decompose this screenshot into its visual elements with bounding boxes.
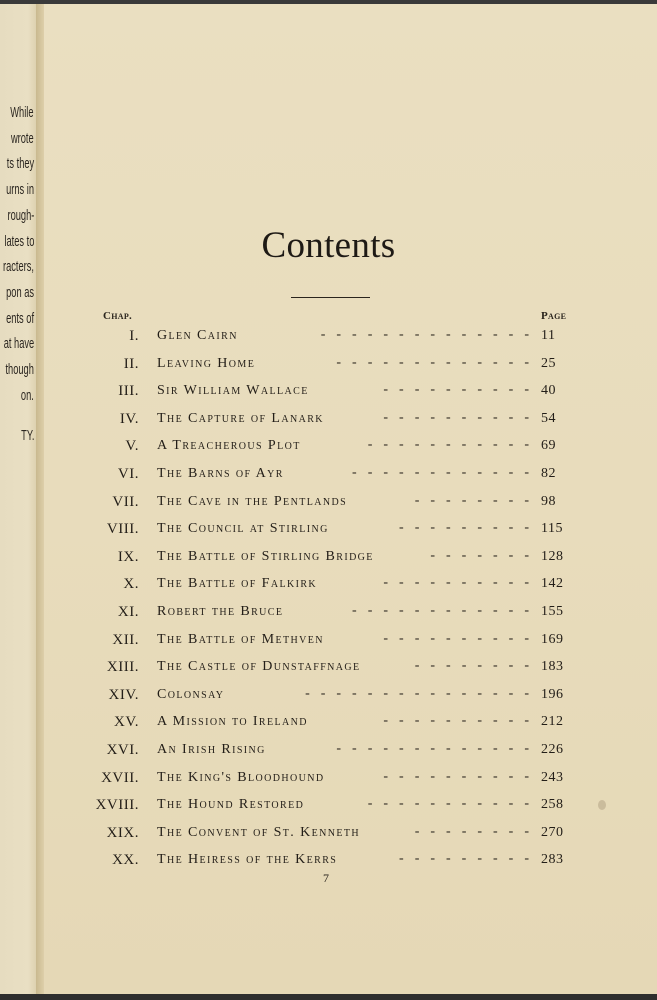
- facing-page-fragment: TY.: [20, 427, 34, 444]
- toc-entry: [0, 710, 657, 738]
- facing-page-fragment: ts they: [6, 155, 34, 172]
- chapter-title: The Battle of Falkirk: [157, 576, 318, 592]
- chapter-number: XVIII.: [95, 797, 139, 814]
- facing-page-fragment: racters,: [2, 258, 34, 275]
- toc-entry: [0, 352, 657, 380]
- chapter-title: The Heiress of the Kerrs: [157, 852, 338, 868]
- chapter-page: 54: [541, 410, 556, 426]
- chapter-title: The Barns of Ayr: [157, 465, 284, 481]
- chapter-title: The Council at Stirling: [157, 521, 329, 537]
- chapter-number: XIV.: [108, 686, 139, 703]
- chapter-number: III.: [118, 383, 139, 400]
- leader-dashes: ----------: [383, 630, 540, 646]
- chapter-title: Sir William Wallace: [157, 383, 309, 399]
- leader-dashes: -----------: [367, 796, 540, 812]
- title-rule: [291, 297, 370, 298]
- chapter-title: Leaving Home: [157, 355, 256, 371]
- leader-dashes: --------------: [320, 327, 540, 342]
- chapter-number: XII.: [112, 631, 139, 648]
- chapter-page: 169: [541, 631, 564, 647]
- chapter-title: A Mission to Ireland: [157, 714, 308, 730]
- chapter-page: 226: [541, 741, 564, 757]
- toc-entry: [0, 683, 657, 711]
- chapter-page: 69: [541, 438, 556, 454]
- chapter-number: VIII.: [106, 521, 139, 538]
- chapter-page: 270: [541, 824, 564, 840]
- toc-entry: [0, 655, 657, 683]
- chapter-number: XVI.: [106, 741, 139, 758]
- chapter-number: II.: [123, 355, 139, 372]
- leader-dashes: ----------: [383, 575, 540, 591]
- facing-page-fragment: at have: [3, 335, 34, 352]
- chapter-number: XIII.: [106, 659, 139, 676]
- toc-entry: [0, 793, 657, 821]
- leader-dashes: ---------: [399, 520, 540, 536]
- leader-dashes: -----------: [367, 437, 540, 453]
- chapter-title: A Treacherous Plot: [157, 438, 301, 454]
- toc-entry: [0, 821, 657, 849]
- page-title: Contents: [261, 225, 396, 266]
- chapter-number: X.: [123, 576, 139, 593]
- leader-dashes: --------: [414, 658, 540, 674]
- chapter-number: IV.: [119, 410, 139, 427]
- paper-speck: [598, 800, 606, 810]
- chapter-page: 98: [541, 493, 556, 509]
- leader-dashes: ---------: [399, 851, 540, 867]
- chapter-page: 25: [541, 355, 556, 371]
- chapter-title: Glen Cairn: [157, 328, 238, 343]
- chapter-page: 258: [541, 797, 564, 813]
- chapter-number: IX.: [117, 548, 139, 565]
- toc-entry: [0, 490, 657, 518]
- chapter-title: An Irish Rising: [157, 741, 266, 757]
- chapter-number: VI.: [117, 465, 139, 482]
- toc-entry: [0, 766, 657, 794]
- chapter-page: 243: [541, 769, 564, 785]
- chapter-page: 155: [541, 603, 564, 619]
- facing-page-fragment: pon as: [6, 284, 34, 301]
- chapter-number: XIX.: [106, 824, 139, 841]
- chapter-page: 196: [541, 686, 564, 702]
- leader-dashes: -------: [430, 547, 540, 563]
- page-number: 7: [323, 871, 329, 885]
- page-column-header: Page: [541, 310, 567, 322]
- chapter-title: Colonsay: [157, 686, 225, 702]
- chapter-number: XI.: [117, 603, 139, 620]
- leader-dashes: ----------: [383, 713, 540, 729]
- chapter-title: The Battle of Stirling Bridge: [157, 548, 374, 564]
- chapter-number: VII.: [112, 493, 139, 510]
- chapter-number: XVII.: [101, 769, 139, 786]
- chapter-title: The Battle of Methven: [157, 631, 324, 647]
- chapter-title: The Castle of Dunstaffnage: [157, 659, 361, 675]
- toc-entry: [0, 324, 657, 352]
- chapter-title: The Cave in the Pentlands: [157, 493, 348, 509]
- toc-entry: [0, 434, 657, 462]
- chapter-page: 115: [541, 521, 563, 537]
- leader-dashes: ------------: [352, 602, 540, 618]
- toc-entry: [0, 572, 657, 600]
- toc-entry: [0, 545, 657, 573]
- leader-dashes: ------------: [352, 464, 540, 480]
- facing-page-fragment: urns in: [6, 181, 34, 198]
- leader-dashes: ----------: [383, 382, 540, 398]
- chapter-page: 11: [541, 328, 556, 343]
- table-of-contents: [0, 324, 657, 876]
- leader-dashes: ----------: [383, 409, 540, 425]
- chapter-page: 283: [541, 852, 564, 868]
- chapter-page: 212: [541, 714, 564, 730]
- chapter-title: The King's Bloodhound: [157, 769, 325, 785]
- toc-entry: [0, 600, 657, 628]
- chapter-title: Robert the Bruce: [157, 603, 284, 619]
- chapter-page: 142: [541, 576, 564, 592]
- facing-page-fragment: lates to: [4, 233, 34, 250]
- facing-page-fragment: though: [5, 361, 34, 378]
- chapter-number: XX.: [112, 852, 139, 869]
- scan-bottom-edge: [0, 994, 657, 1000]
- toc-entry: [0, 462, 657, 490]
- toc-entry: [0, 738, 657, 766]
- toc-entry: [0, 407, 657, 435]
- chapter-column-header: Chap.: [103, 310, 133, 322]
- leader-dashes: --------: [414, 492, 540, 508]
- leader-dashes: ----------: [383, 768, 540, 784]
- facing-page-fragment: wrote: [11, 130, 34, 147]
- facing-page-fragment: rough-: [7, 207, 34, 224]
- leader-dashes: -------------: [336, 740, 540, 756]
- chapter-page: 82: [541, 465, 556, 481]
- chapter-page: 40: [541, 383, 556, 399]
- leader-dashes: -------------: [336, 354, 540, 370]
- facing-page-fragment: ents of: [6, 310, 34, 327]
- chapter-title: The Hound Restored: [157, 797, 305, 813]
- chapter-number: XV.: [114, 714, 139, 731]
- facing-page-fragment: on.: [21, 387, 34, 404]
- chapter-number: I.: [129, 328, 139, 344]
- toc-entry: [0, 517, 657, 545]
- leader-dashes: --------: [414, 823, 540, 839]
- chapter-title: The Convent of St. Kenneth: [157, 824, 361, 840]
- chapter-title: The Capture of Lanark: [157, 410, 324, 426]
- leader-dashes: ---------------: [305, 685, 540, 701]
- toc-entry: [0, 628, 657, 656]
- chapter-number: V.: [125, 438, 139, 455]
- chapter-page: 128: [541, 548, 564, 564]
- chapter-page: 183: [541, 659, 564, 675]
- facing-page-fragment: While: [10, 104, 34, 121]
- toc-entry: [0, 379, 657, 407]
